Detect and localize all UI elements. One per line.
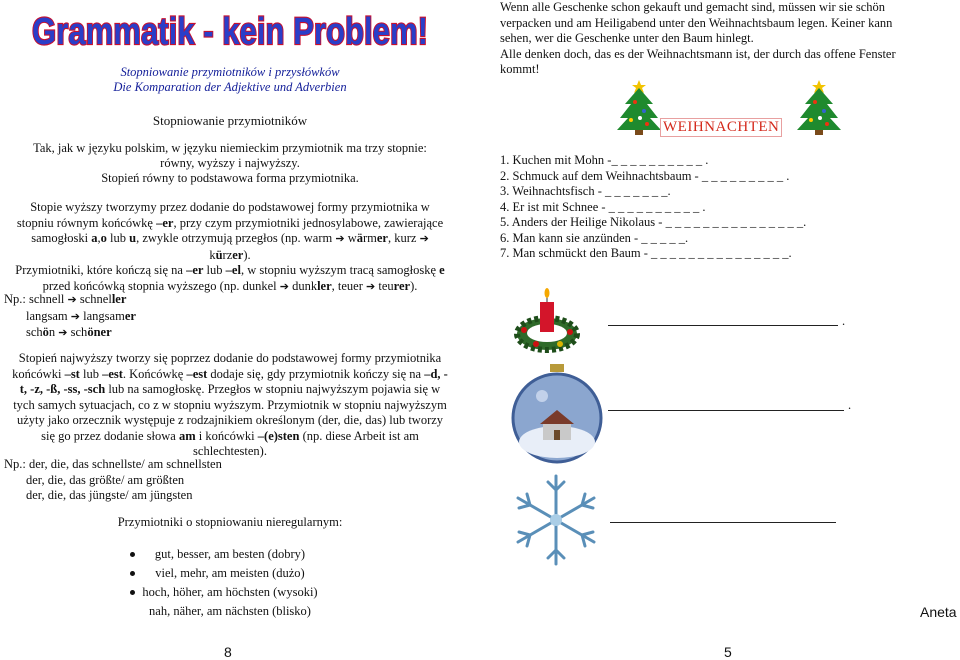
banner-text: Grammatik - kein Problem! (32, 11, 428, 53)
arrow-icon: ➔ (70, 310, 81, 323)
christmas-tree-icon (615, 78, 663, 136)
answer-line (608, 410, 844, 411)
arrow-icon: ➔ (419, 233, 429, 245)
intro-paragraph: Tak, jak w języku polskim, w języku niemieckim przymiotnik ma trzy stopnie: równy, wyższy i najwyższy. Stopień równy to podstawowa forma przymiotnika. (33, 141, 427, 185)
author-name: Aneta (920, 604, 957, 620)
advent-wreath-icon (512, 286, 582, 356)
list-item: hoch, höher, am höchsten (wysoki) (0, 583, 460, 602)
subtitle-pl: Stopniowanie przymiotników i przysłówków (120, 65, 340, 79)
page-number-left: 8 (224, 644, 232, 660)
answer-line (610, 522, 836, 523)
grammatik-banner (28, 6, 432, 54)
arrow-icon: ➔ (335, 233, 345, 245)
bullet-icon (130, 552, 135, 557)
superlative-paragraph: Stopień najwyższy tworzy się poprzez dodanie do podstawowej formy przymiotnika końcówki –st lub –est. Końcówkę –est dodaje się, gdy przymiotnik kończy się na –d, - t, -z, -ß, -ss, -sch lub na samogłoskę. Przegłos w stopniu najwyższym pojawia się w tych samych sytuacjach, co z w stopniu wyższym. Przymiotnik w stopniu najwyższym użyty jako orzecznik występuje z rodzajnikiem określonym (der, die, das) lub tworzy się go przez dodanie słowa am i końcówki –(e)sten (np. diese Arbeit ist am schlechtesten). (12, 351, 448, 458)
bullet-icon (130, 571, 135, 576)
comparative-paragraph: Stopie wyższy tworzymy przez dodanie do podstawowej formy przymiotnika w stopniu równym końcówkę –er, przy czym przymiotniki jednosylabowe, zawierające samogłoski a,o lub u, zwykle otrzymują przegłos (np. warm ➔ wärmer, kurz ➔ kürzer). Przymiotniki, które kończą się na –er lub –el, w stopniu wyższym tracą samogłoskę e przed końcówką stopnia wyższego (np. dunkel ➔ dunkler, teuer ➔ teurer). (15, 200, 445, 293)
bullet-icon (130, 590, 135, 595)
list-item: 6. Man kann sie anzünden - _ _ _ _ _. (500, 230, 689, 245)
list-item: viel, mehr, am meisten (dużo) (0, 564, 460, 583)
subtitle-de: Die Komparation der Adjektive und Adverbien (113, 80, 347, 94)
list-item: nah, näher, am nächsten (blisko) (149, 604, 311, 618)
irregular-heading: Przymiotniki o stopniowaniu nieregularnym: (117, 515, 343, 529)
arrow-icon: ➔ (279, 280, 289, 293)
quiz-list (500, 153, 955, 262)
list-item: 4. Er ist mit Schnee - _ _ _ _ _ _ _ _ _ _ . (500, 199, 706, 214)
subtitle (60, 65, 400, 95)
list-item: 5. Anders der Heilige Nikolaus - _ _ _ _ _ _ _ _ _ _ _ _ _ _ _. (500, 215, 807, 229)
line-end: . (848, 398, 852, 412)
list-item: 7. Man schmückt den Baum - _ _ _ _ _ _ _ _ _ _ _ _ _ _ _. (500, 246, 792, 260)
superlative-examples: Np.: der, die, das schnellste/ am schnellsten der, die, das größte/ am größten der, die, das jüngste/ am jüngsten (4, 457, 222, 502)
snowflake-icon (506, 470, 606, 570)
bauble-ornament-icon (510, 362, 604, 466)
section-heading: Stopniowanie przymiotników (152, 113, 308, 128)
weihnachten-label: WEIHNACHTEN (660, 118, 782, 137)
list-item: gut, besser, am besten (dobry) (0, 545, 460, 564)
arrow-icon: ➔ (58, 327, 68, 339)
irregular-list (0, 545, 460, 621)
arrow-icon: ➔ (366, 280, 376, 293)
list-item: 3. Weihnachtsfisch - _ _ _ _ _ _ _. (500, 184, 671, 198)
right-intro: Wenn alle Geschenke schon gekauft und gemacht sind, müssen wir sie schön verpacken und am Heiligabend unter den Weihnachtsbaum legen. Keiner kann sehen, wer die Geschenke unter den Baum hinlegt. Alle denken doch, das es der Weihnachtsmann ist, der durch das offene Fenster kommt! (500, 0, 896, 76)
comparative-examples: Np.: schnell ➔ schneller langsam ➔ langsamer schön ➔ schöner (4, 292, 136, 339)
line-end: . (842, 314, 846, 328)
christmas-tree-icon (795, 78, 843, 136)
list-item: 2. Schmuck auf dem Weihnachtsbaum - _ _ _ _ _ _ _ _ _ . (500, 168, 790, 183)
page-number-right: 5 (724, 644, 732, 660)
list-item: 1. Kuchen mit Mohn -_ _ _ _ _ _ _ _ _ _ . (500, 153, 709, 167)
answer-line (608, 325, 838, 326)
arrow-icon: ➔ (67, 294, 77, 306)
